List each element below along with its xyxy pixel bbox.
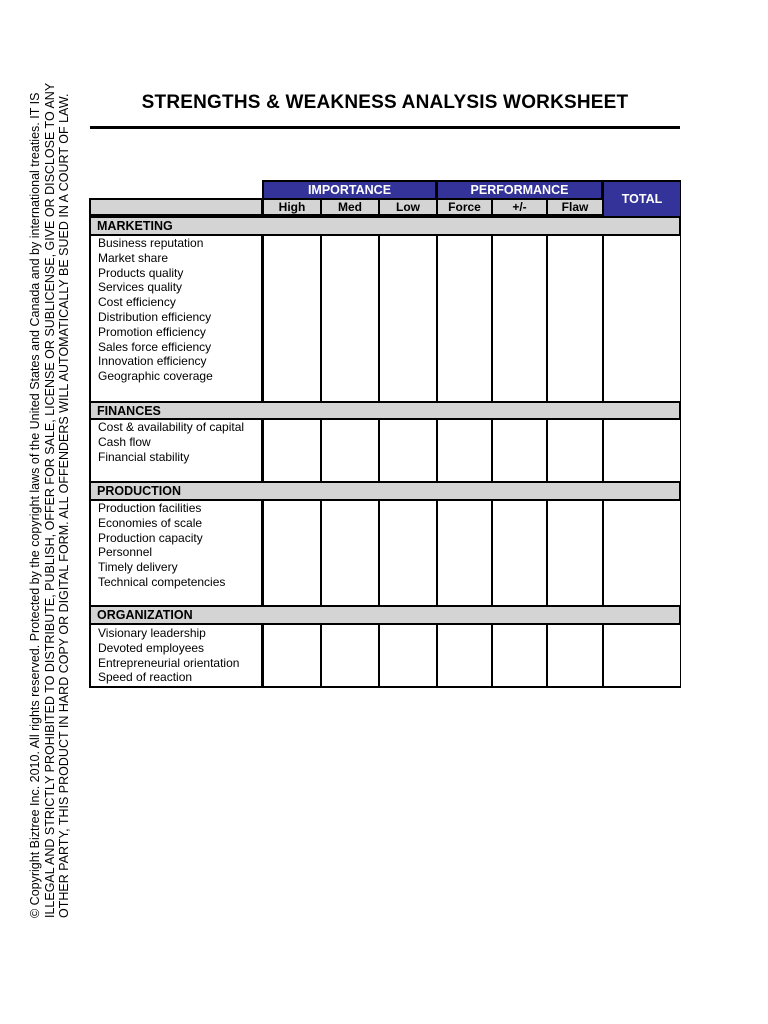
entry-cell-marketing-5[interactable] [493,236,546,401]
entry-cell-marketing-3[interactable] [380,236,436,401]
entry-cell-production-6[interactable] [548,501,602,605]
entry-cell-production-5[interactable] [493,501,546,605]
factor-label: Financial stability [98,449,190,464]
column-header-flaw: Flaw [548,200,602,214]
worksheet-title: STRENGTHS & WEAKNESS ANALYSIS WORKSHEET [141,92,629,113]
factor-label: Cash flow [98,434,151,449]
entry-cell-marketing-2[interactable] [322,236,378,401]
entry-cell-finances-7[interactable] [604,420,680,481]
factor-label: Distribution efficiency [98,309,212,324]
importance-header: IMPORTANCE [264,182,435,198]
factor-label: Cost efficiency [98,295,176,310]
factor-label: Production capacity [98,530,203,545]
entry-cell-finances-4[interactable] [438,420,491,481]
entry-cell-production-3[interactable] [380,501,436,605]
factor-label: Entrepreneurial orientation [98,655,240,670]
section-items-production [91,501,263,598]
column-header-high: High [264,200,320,214]
entry-cell-production-2[interactable] [322,501,378,605]
copyright-notice: © Copyright Biztree Inc. 2010. All rights reserved. Protected by the copyright laws of the United States and Canada and by international treaties. IT IS ILLEGAL AND STRICTLY PROHIBITED TO DISTRIBUTE, PUBLISH, OFFER FOR SALE, LICENSE OR SUBLICENSE, GIVE OR DISCLOSE TO ANY OTHER PARTY, THIS PRODUCT IN HARD COPY OR DIGITAL FORM. ALL OFFENDERS WILL AUTOMATICALLY BE SUED IN A COURT OF LAW. [28,83,71,918]
entry-cell-organization-7[interactable] [604,625,680,686]
factor-label: Promotion efficiency [98,324,206,339]
entry-cell-finances-6[interactable] [548,420,602,481]
entry-cell-marketing-7[interactable] [604,236,680,401]
entry-cell-marketing-4[interactable] [438,236,491,401]
entry-cell-marketing-6[interactable] [548,236,602,401]
factor-label: Timely delivery [98,560,178,575]
entry-cell-organization-5[interactable] [493,625,546,686]
section-header-organization: ORGANIZATION [91,607,679,623]
entry-cell-finances-3[interactable] [380,420,436,481]
performance-header: PERFORMANCE [438,182,601,198]
entry-cell-organization-3[interactable] [380,625,436,686]
section-header-production: PRODUCTION [91,483,679,499]
entry-cell-organization-4[interactable] [438,625,491,686]
section-header-marketing: MARKETING [91,218,679,234]
factor-label: Geographic coverage [98,369,213,384]
factor-label: Sales force efficiency [98,339,212,354]
column-header-: +/- [493,200,546,214]
entry-cell-marketing-1[interactable] [264,236,320,401]
total-header: TOTAL [604,182,680,216]
factor-label: Production facilities [98,501,202,515]
column-header-force: Force [438,200,491,214]
title-underline [90,126,680,129]
factor-label: Personnel [98,545,153,560]
factor-label: Innovation efficiency [98,354,207,369]
factor-label: Speed of reaction [98,670,193,685]
factor-label: Economies of scale [98,515,203,530]
section-items-organization [91,626,263,685]
entry-cell-production-7[interactable] [604,501,680,605]
factor-label: Devoted employees [98,640,205,655]
entry-cell-production-4[interactable] [438,501,491,605]
factor-label: Market share [98,250,169,265]
entry-cell-finances-1[interactable] [264,420,320,481]
section-items-finances [91,420,263,474]
entry-cell-production-1[interactable] [264,501,320,605]
factor-label: Cost & availability of capital [98,420,245,434]
entry-cell-organization-1[interactable] [264,625,320,686]
section-header-finances: FINANCES [91,403,679,418]
factor-label: Technical competencies [98,574,226,589]
entry-cell-finances-2[interactable] [322,420,378,481]
entry-cell-organization-6[interactable] [548,625,602,686]
column-header-low: Low [380,200,436,214]
entry-cell-organization-2[interactable] [322,625,378,686]
factor-label: Visionary leadership [98,626,206,640]
factor-label: Products quality [98,265,184,280]
entry-cell-finances-5[interactable] [493,420,546,481]
factor-label: Business reputation [98,236,204,250]
header-blank-cell [91,200,261,214]
column-header-med: Med [322,200,378,214]
factor-label: Services quality [98,280,183,295]
section-items-marketing [91,236,263,394]
